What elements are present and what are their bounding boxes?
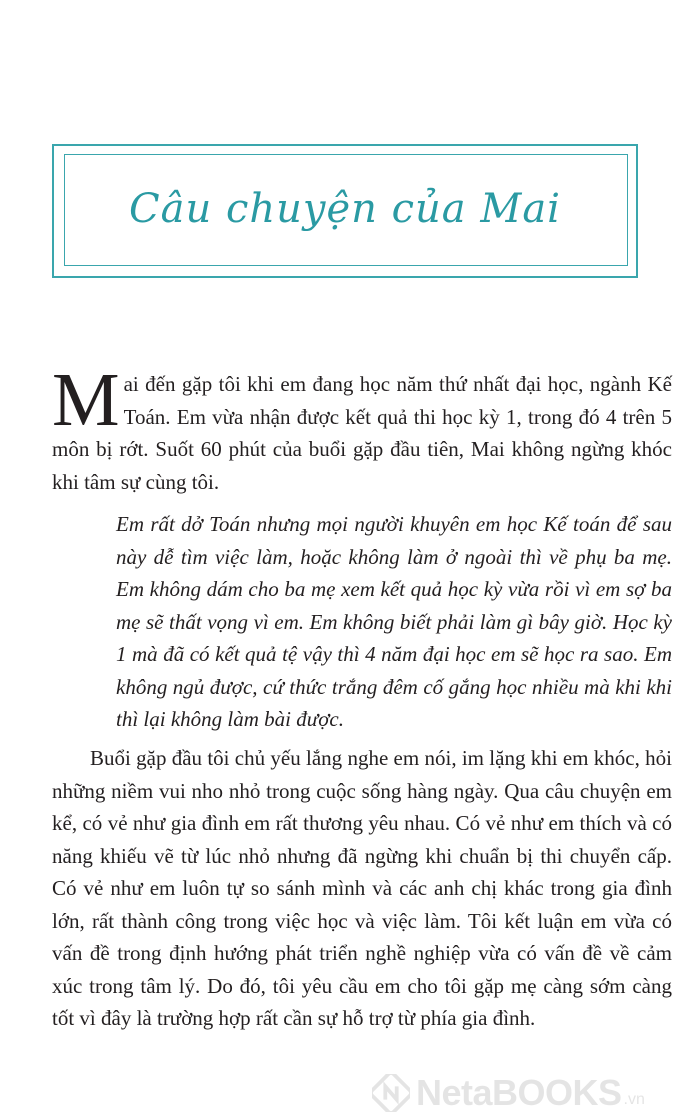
watermark-suffix: .vn xyxy=(623,1091,645,1108)
drop-cap: M xyxy=(52,358,120,442)
paragraph-1 xyxy=(52,358,672,498)
paragraph-3: Buổi gặp đầu tôi chủ yếu lắng nghe em nói, im lặng khi em khóc, hỏi những niềm vui nho nhỏ trong cuộc sống hàng ngày. Qua câu chuyện em kể, có vẻ như gia đình em rất thương yêu nhau. Có vẻ như em thích và có năng khiếu vẽ từ lúc nhỏ nhưng đã ngừng khi chuẩn bị thi chuyển cấp. Có vẻ như em luôn tự so sánh mình và các anh chị khác trong gia đình lớn, rất thành công trong việc học và việc làm. Tôi kết luận em vừa có vấn đề trong định hướng phát triển nghề nghiệp vừa có vấn đề về cảm xúc trong tâm lý. Do đó, tôi yêu cầu em cho tôi gặp mẹ càng sớm càng tốt vì đây là trường hợp rất cần sự hỗ trợ từ phía gia đình. xyxy=(52,746,672,1030)
watermark-text: NetaBOOKS xyxy=(416,1072,622,1113)
chapter-title-frame xyxy=(52,144,638,278)
watermark xyxy=(372,1072,645,1114)
netabooks-logo-icon xyxy=(372,1074,410,1112)
paragraph-1-text: ai đến gặp tôi khi em đang học năm thứ nhất đại học, ngành Kế Toán. Em vừa nhận được kết quả thi học kỳ 1, trong đó 4 trên 5 môn bị rớt. Suốt 60 phút của buổi gặp đầu tiên, Mai không ngừng khóc khi tâm sự cùng tôi. xyxy=(52,372,672,494)
quote-block: Em rất dở Toán nhưng mọi người khuyên em học Kế toán để sau này dễ tìm việc làm, hoặc không làm ở ngoài thì về phụ ba mẹ. Em không dám cho ba mẹ xem kết quả học kỳ vừa rồi vì em sợ ba mẹ sẽ thất vọng vì em. Em không biết phải làm gì bây giờ. Học kỳ 1 mà đã có kết quả tệ vậy thì 4 năm đại học em sẽ học ra sao. Em không ngủ được, cứ thức trắng đêm cố gắng học nhiều mà khi khi thì lại không làm bài được. xyxy=(116,512,672,731)
chapter-title: Câu chuyện của Mai xyxy=(129,186,561,232)
